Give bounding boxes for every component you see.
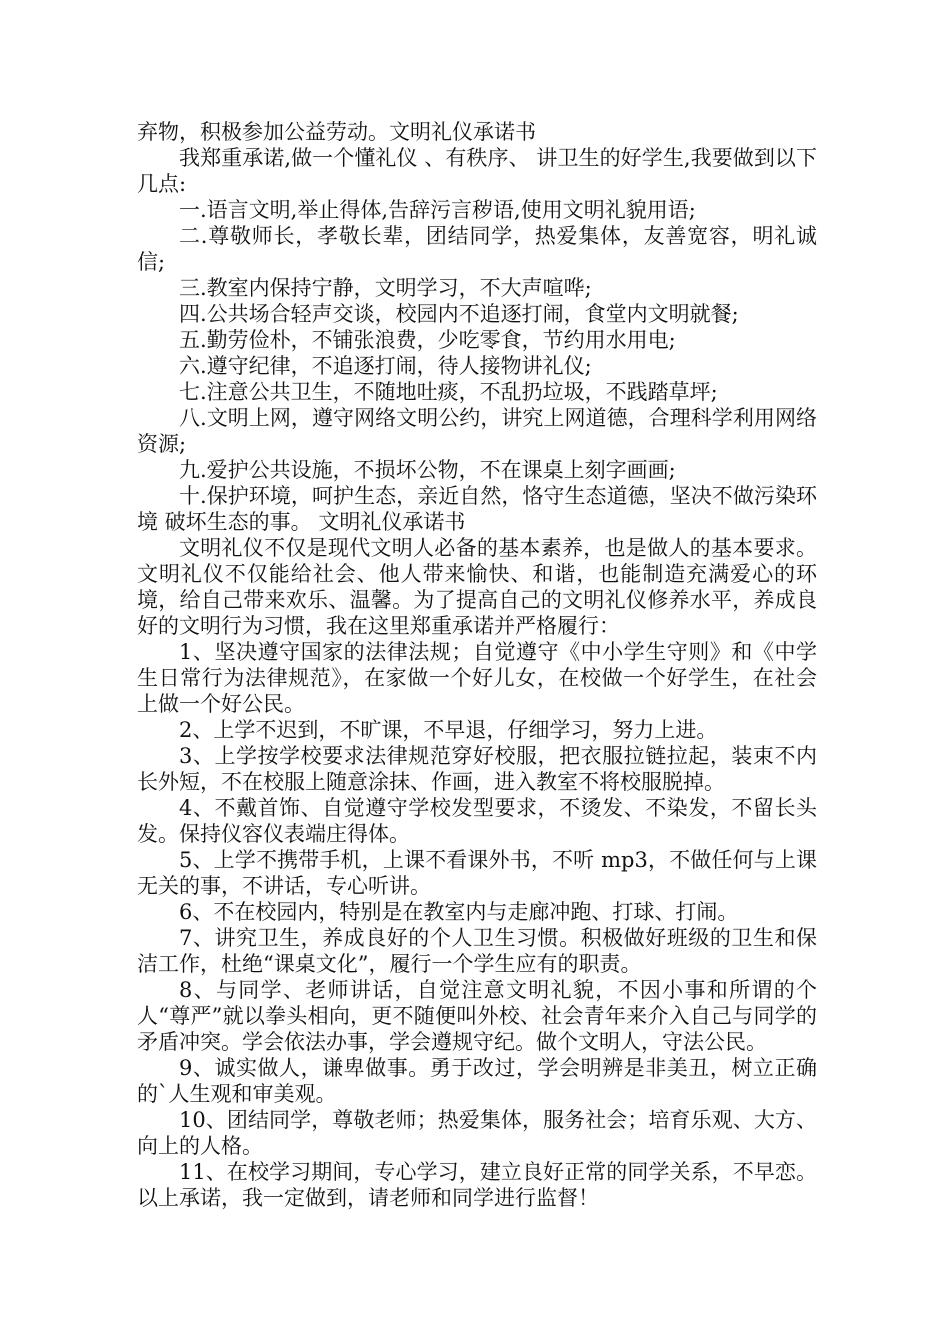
document-page [137, 119, 817, 1211]
paragraph: 二.尊敬师长，孝敬长辈，团结同学，热爱集体，友善宽容，明礼诚信; [137, 224, 817, 274]
paragraph: 我郑重承诺,做一个懂礼仪 、有秩序、 讲卫生的好学生,我要做到以下几点: [137, 146, 817, 196]
paragraph: 3、上学按学校要求法律规范穿好校服，把衣服拉链拉起，装束不内长外短，不在校服上随意涂抹、作画，进入教室不将校服脱掉。 [137, 744, 817, 794]
paragraph: 7、讲究卫生，养成良好的个人卫生习惯。积极做好班级的卫生和保洁工作，杜绝“课桌文化”，履行一个学生应有的职责。 [137, 926, 817, 976]
paragraph: 四.公共场合轻声交谈，校园内不追逐打闹，食堂内文明就餐; [179, 302, 739, 326]
paragraph: 11、在校学习期间，专心学习，建立良好正常的同学关系，不早恋。 以上承诺，我一定做到，请老师和同学进行监督！ [137, 1160, 817, 1210]
paragraph: 10、团结同学，尊敬老师；热爱集体，服务社会；培育乐观、大方、向上的人格。 [137, 1108, 817, 1158]
paragraph: 七.注意公共卫生，不随地吐痰，不乱扔垃圾，不践踏草坪; [179, 380, 718, 404]
paragraph: 6、不在校园内，特别是在教室内与走廊冲跑、打球、打闹。 [179, 900, 739, 924]
paragraph: 4、不戴首饰、自觉遵守学校发型要求，不烫发、不染发，不留长头发。保持仪容仪表端庄得体。 [137, 796, 817, 846]
paragraph: 弃物，积极参加公益劳动。文明礼仪承诺书 [137, 120, 536, 144]
paragraph: 九.爱护公共设施，不损坏公物，不在课桌上刻字画画; [179, 458, 676, 482]
paragraph: 八.文明上网，遵守网络文明公约，讲究上网道德，合理科学利用网络资源; [137, 406, 817, 456]
paragraph: 十.保护环境，呵护生态，亲近自然，恪守生态道德，坚决不做污染环境 破坏生态的事。 文明礼仪承诺书 [137, 484, 817, 534]
paragraph: 一.语言文明,举止得体,告辞污言秽语,使用文明礼貌用语; [179, 198, 696, 222]
paragraph: 5、上学不携带手机，上课不看课外书，不听 mp3，不做任何与上课无关的事，不讲话，专心听讲。 [137, 848, 817, 898]
paragraph: 五.勤劳俭朴，不铺张浪费，少吃零食，节约用水用电; [179, 328, 676, 352]
paragraph: 8、与同学、老师讲话，自觉注意文明礼貌，不因小事和所谓的个人“尊严”就以拳头相向，更不随便叫外校、社会青年来介入自己与同学的矛盾冲突。学会依法办事，学会遵规守纪。做个文明人，守法公民。 [137, 978, 817, 1054]
paragraph: 1、坚决遵守国家的法律法规；自觉遵守《中小学生守则》和《中学生日常行为法律规范》，在家做一个好儿女，在校做一个好学生，在社会上做一个好公民。 [137, 640, 817, 716]
paragraph: 2、上学不迟到，不旷课，不早退，仔细学习，努力上进。 [179, 718, 718, 742]
paragraph: 文明礼仪不仅是现代文明人必备的基本素养，也是做人的基本要求。文明礼仪不仅能给社会、他人带来愉快、和谐，也能制造充满爱心的环境，给自己带来欢乐、温馨。为了提高自己的文明礼仪修养水平，养成良好的文明行为习惯，我在这里郑重承诺并严格履行： [137, 536, 817, 638]
paragraph: 六.遵守纪律，不追逐打闹，待人接物讲礼仪; [179, 354, 592, 378]
paragraph: 9、诚实做人，谦卑做事。勇于改过，学会明辨是非美丑，树立正确的`人生观和审美观。 [137, 1056, 817, 1106]
paragraph: 三.教室内保持宁静，文明学习，不大声喧哗; [179, 276, 592, 300]
